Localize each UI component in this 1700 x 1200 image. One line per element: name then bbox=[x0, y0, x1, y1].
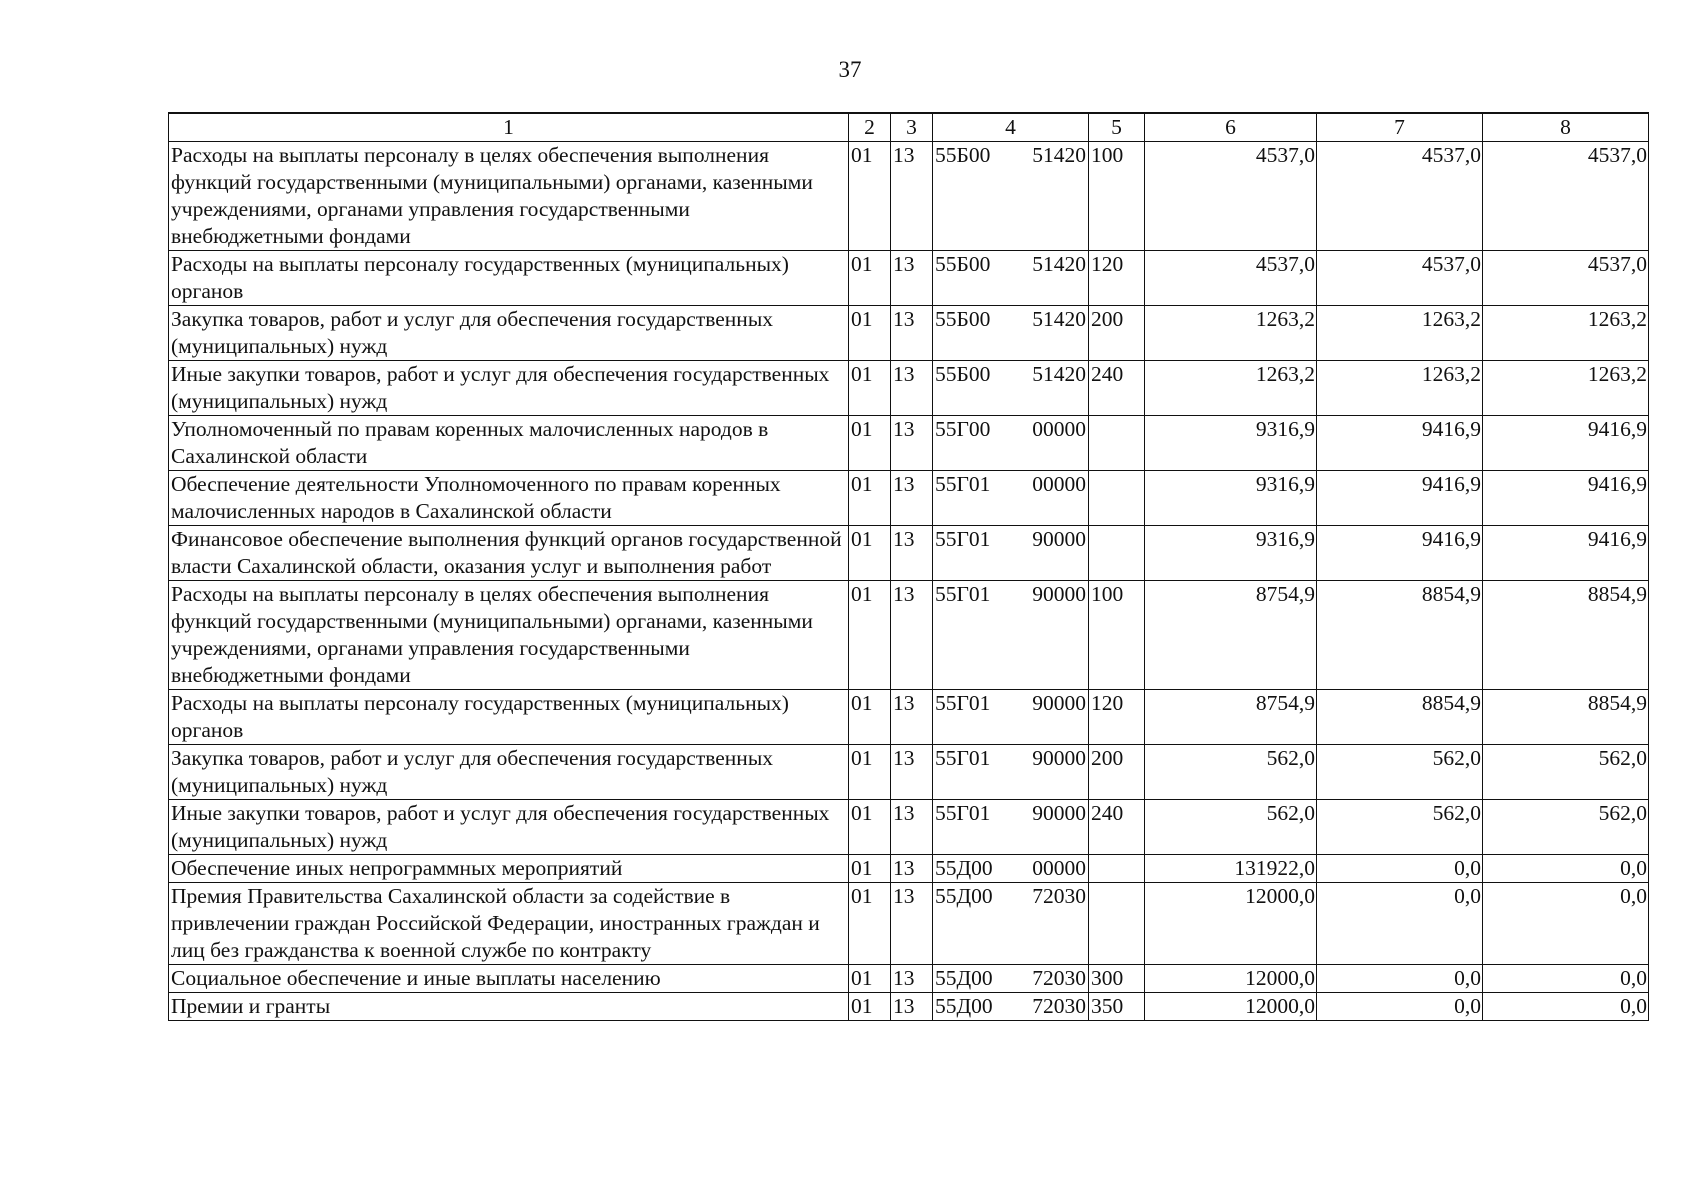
row-target-article-program: 55Г01 bbox=[935, 582, 991, 606]
table-row bbox=[169, 142, 1649, 251]
row-section: 01 bbox=[849, 416, 891, 471]
row-subsection: 13 bbox=[891, 361, 933, 416]
table-row bbox=[169, 855, 1649, 883]
row-target-article-direction: 51420 bbox=[1032, 362, 1086, 386]
row-subsection: 13 bbox=[891, 471, 933, 526]
row-name: Закупка товаров, работ и услуг для обеспечения государственных (муниципальных) нужд bbox=[169, 306, 849, 361]
row-target-article bbox=[933, 800, 1089, 855]
table-row bbox=[169, 993, 1649, 1021]
row-target-article-direction: 00000 bbox=[1032, 417, 1086, 441]
row-target-article-program: 55Б00 bbox=[935, 252, 991, 276]
row-target-article-direction: 51420 bbox=[1032, 307, 1086, 331]
row-amount-col6: 9316,9 bbox=[1145, 526, 1317, 581]
row-amount-col8: 9416,9 bbox=[1483, 471, 1649, 526]
row-section: 01 bbox=[849, 306, 891, 361]
row-target-article bbox=[933, 745, 1089, 800]
row-expense-type: 240 bbox=[1089, 361, 1145, 416]
row-amount-col6: 1263,2 bbox=[1145, 361, 1317, 416]
row-name: Социальное обеспечение и иные выплаты населению bbox=[169, 965, 849, 993]
row-target-article-program: 55Д00 bbox=[935, 994, 993, 1018]
row-amount-col6: 12000,0 bbox=[1145, 883, 1317, 965]
row-target-article bbox=[933, 142, 1089, 251]
row-target-article-program: 55Г01 bbox=[935, 746, 991, 770]
row-amount-col8: 8854,9 bbox=[1483, 581, 1649, 690]
row-target-article bbox=[933, 993, 1089, 1021]
row-target-article-direction: 90000 bbox=[1032, 801, 1086, 825]
row-target-article bbox=[933, 416, 1089, 471]
row-target-article-program: 55Д00 bbox=[935, 884, 993, 908]
row-amount-col6: 4537,0 bbox=[1145, 142, 1317, 251]
row-expense-type bbox=[1089, 883, 1145, 965]
row-target-article-program: 55Г01 bbox=[935, 527, 991, 551]
row-target-article bbox=[933, 883, 1089, 965]
row-target-article-direction: 72030 bbox=[1032, 966, 1086, 990]
row-subsection: 13 bbox=[891, 883, 933, 965]
row-amount-col6: 8754,9 bbox=[1145, 581, 1317, 690]
row-expense-type: 300 bbox=[1089, 965, 1145, 993]
row-expense-type bbox=[1089, 526, 1145, 581]
row-amount-col7: 0,0 bbox=[1317, 883, 1483, 965]
row-amount-col8: 4537,0 bbox=[1483, 251, 1649, 306]
table-row bbox=[169, 251, 1649, 306]
row-target-article-direction: 00000 bbox=[1032, 472, 1086, 496]
row-section: 01 bbox=[849, 581, 891, 690]
table-row bbox=[169, 416, 1649, 471]
row-target-article-program: 55Б00 bbox=[935, 143, 991, 167]
row-amount-col8: 562,0 bbox=[1483, 745, 1649, 800]
row-target-article-direction: 51420 bbox=[1032, 143, 1086, 167]
row-amount-col8: 9416,9 bbox=[1483, 416, 1649, 471]
header-row bbox=[169, 113, 1649, 142]
table-row bbox=[169, 526, 1649, 581]
header-col-1: 1 bbox=[169, 113, 849, 142]
table-row bbox=[169, 306, 1649, 361]
table-row bbox=[169, 471, 1649, 526]
row-target-article bbox=[933, 471, 1089, 526]
row-amount-col7: 562,0 bbox=[1317, 800, 1483, 855]
table-row bbox=[169, 965, 1649, 993]
row-amount-col6: 4537,0 bbox=[1145, 251, 1317, 306]
row-target-article-program: 55Б00 bbox=[935, 362, 991, 386]
table-row bbox=[169, 581, 1649, 690]
row-expense-type bbox=[1089, 416, 1145, 471]
row-section: 01 bbox=[849, 965, 891, 993]
table-body bbox=[169, 142, 1649, 1021]
row-amount-col8: 0,0 bbox=[1483, 965, 1649, 993]
row-name: Иные закупки товаров, работ и услуг для обеспечения государственных (муниципальных) нужд bbox=[169, 361, 849, 416]
row-section: 01 bbox=[849, 993, 891, 1021]
row-expense-type: 100 bbox=[1089, 142, 1145, 251]
row-amount-col7: 0,0 bbox=[1317, 993, 1483, 1021]
row-target-article-direction: 51420 bbox=[1032, 252, 1086, 276]
page-number: 37 bbox=[838, 57, 862, 82]
row-amount-col6: 9316,9 bbox=[1145, 471, 1317, 526]
row-target-article bbox=[933, 965, 1089, 993]
row-section: 01 bbox=[849, 855, 891, 883]
row-amount-col6: 131922,0 bbox=[1145, 855, 1317, 883]
row-target-article-program: 55Г01 bbox=[935, 472, 991, 496]
row-amount-col7: 0,0 bbox=[1317, 855, 1483, 883]
row-name: Обеспечение иных непрограммных мероприятий bbox=[169, 855, 849, 883]
row-section: 01 bbox=[849, 361, 891, 416]
row-name: Премии и гранты bbox=[169, 993, 849, 1021]
row-name: Финансовое обеспечение выполнения функций органов государственной власти Сахалинской области, оказания услуг и выполнения работ bbox=[169, 526, 849, 581]
row-amount-col8: 0,0 bbox=[1483, 883, 1649, 965]
row-amount-col8: 562,0 bbox=[1483, 800, 1649, 855]
row-target-article-direction: 72030 bbox=[1032, 884, 1086, 908]
header-col-6: 6 bbox=[1145, 113, 1317, 142]
row-target-article-program: 55Г01 bbox=[935, 691, 991, 715]
row-amount-col8: 9416,9 bbox=[1483, 526, 1649, 581]
row-expense-type: 200 bbox=[1089, 306, 1145, 361]
row-subsection: 13 bbox=[891, 526, 933, 581]
row-expense-type: 120 bbox=[1089, 251, 1145, 306]
row-target-article-direction: 90000 bbox=[1032, 746, 1086, 770]
row-subsection: 13 bbox=[891, 855, 933, 883]
table-row bbox=[169, 883, 1649, 965]
header-col-8: 8 bbox=[1483, 113, 1649, 142]
row-subsection: 13 bbox=[891, 800, 933, 855]
row-target-article-direction: 90000 bbox=[1032, 527, 1086, 551]
row-section: 01 bbox=[849, 800, 891, 855]
row-name: Расходы на выплаты персоналу государственных (муниципальных) органов bbox=[169, 690, 849, 745]
row-amount-col7: 9416,9 bbox=[1317, 526, 1483, 581]
row-expense-type: 350 bbox=[1089, 993, 1145, 1021]
row-name: Закупка товаров, работ и услуг для обеспечения государственных (муниципальных) нужд bbox=[169, 745, 849, 800]
row-subsection: 13 bbox=[891, 993, 933, 1021]
row-amount-col7: 1263,2 bbox=[1317, 306, 1483, 361]
row-expense-type bbox=[1089, 471, 1145, 526]
row-name: Расходы на выплаты персоналу в целях обеспечения выполнения функций государственными (муниципальными) органами, казенными учреждениями, органами управления государственными внебюджетными фондами bbox=[169, 142, 849, 251]
row-section: 01 bbox=[849, 526, 891, 581]
row-subsection: 13 bbox=[891, 251, 933, 306]
row-amount-col7: 1263,2 bbox=[1317, 361, 1483, 416]
row-section: 01 bbox=[849, 690, 891, 745]
row-expense-type: 240 bbox=[1089, 800, 1145, 855]
row-target-article-direction: 72030 bbox=[1032, 994, 1086, 1018]
row-amount-col7: 8854,9 bbox=[1317, 581, 1483, 690]
row-amount-col7: 9416,9 bbox=[1317, 471, 1483, 526]
row-name: Иные закупки товаров, работ и услуг для обеспечения государственных (муниципальных) нужд bbox=[169, 800, 849, 855]
table-row bbox=[169, 745, 1649, 800]
row-subsection: 13 bbox=[891, 745, 933, 800]
row-amount-col8: 4537,0 bbox=[1483, 142, 1649, 251]
row-target-article-program: 55Г01 bbox=[935, 801, 991, 825]
row-target-article bbox=[933, 526, 1089, 581]
row-name: Обеспечение деятельности Уполномоченного по правам коренных малочисленных народов в Сахалинской области bbox=[169, 471, 849, 526]
header-col-4: 4 bbox=[933, 113, 1089, 142]
row-expense-type: 200 bbox=[1089, 745, 1145, 800]
row-target-article-program: 55Г00 bbox=[935, 417, 991, 441]
row-target-article bbox=[933, 306, 1089, 361]
row-amount-col6: 562,0 bbox=[1145, 800, 1317, 855]
row-amount-col6: 12000,0 bbox=[1145, 993, 1317, 1021]
row-amount-col6: 9316,9 bbox=[1145, 416, 1317, 471]
row-expense-type bbox=[1089, 855, 1145, 883]
table-row bbox=[169, 361, 1649, 416]
header-col-3: 3 bbox=[891, 113, 933, 142]
row-amount-col7: 4537,0 bbox=[1317, 142, 1483, 251]
row-target-article bbox=[933, 251, 1089, 306]
row-amount-col7: 9416,9 bbox=[1317, 416, 1483, 471]
row-target-article bbox=[933, 855, 1089, 883]
row-section: 01 bbox=[849, 251, 891, 306]
row-amount-col6: 12000,0 bbox=[1145, 965, 1317, 993]
row-section: 01 bbox=[849, 883, 891, 965]
row-amount-col7: 8854,9 bbox=[1317, 690, 1483, 745]
row-target-article-direction: 90000 bbox=[1032, 582, 1086, 606]
row-name: Расходы на выплаты персоналу государственных (муниципальных) органов bbox=[169, 251, 849, 306]
row-expense-type: 100 bbox=[1089, 581, 1145, 690]
row-section: 01 bbox=[849, 745, 891, 800]
row-name: Уполномоченный по правам коренных малочисленных народов в Сахалинской области bbox=[169, 416, 849, 471]
row-target-article-direction: 90000 bbox=[1032, 691, 1086, 715]
row-name: Премия Правительства Сахалинской области за содействие в привлечении граждан Российской Федерации, иностранных граждан и лиц без гражданства к военной службе по контракту bbox=[169, 883, 849, 965]
row-section: 01 bbox=[849, 142, 891, 251]
row-amount-col8: 1263,2 bbox=[1483, 306, 1649, 361]
table-row bbox=[169, 690, 1649, 745]
row-amount-col6: 1263,2 bbox=[1145, 306, 1317, 361]
header-col-5: 5 bbox=[1089, 113, 1145, 142]
row-amount-col8: 0,0 bbox=[1483, 993, 1649, 1021]
table-row bbox=[169, 800, 1649, 855]
row-section: 01 bbox=[849, 471, 891, 526]
row-amount-col6: 8754,9 bbox=[1145, 690, 1317, 745]
row-subsection: 13 bbox=[891, 306, 933, 361]
row-target-article-program: 55Д00 bbox=[935, 856, 993, 880]
row-subsection: 13 bbox=[891, 581, 933, 690]
row-amount-col7: 562,0 bbox=[1317, 745, 1483, 800]
row-amount-col7: 4537,0 bbox=[1317, 251, 1483, 306]
row-subsection: 13 bbox=[891, 690, 933, 745]
header-col-2: 2 bbox=[849, 113, 891, 142]
row-target-article-program: 55Б00 bbox=[935, 307, 991, 331]
row-amount-col6: 562,0 bbox=[1145, 745, 1317, 800]
row-amount-col7: 0,0 bbox=[1317, 965, 1483, 993]
row-target-article-direction: 00000 bbox=[1032, 856, 1086, 880]
row-subsection: 13 bbox=[891, 416, 933, 471]
row-subsection: 13 bbox=[891, 142, 933, 251]
row-amount-col8: 1263,2 bbox=[1483, 361, 1649, 416]
header-col-7: 7 bbox=[1317, 113, 1483, 142]
row-target-article bbox=[933, 690, 1089, 745]
budget-table bbox=[168, 112, 1649, 1021]
row-target-article bbox=[933, 361, 1089, 416]
row-amount-col8: 0,0 bbox=[1483, 855, 1649, 883]
row-name: Расходы на выплаты персоналу в целях обеспечения выполнения функций государственными (муниципальными) органами, казенными учреждениями, органами управления государственными внебюджетными фондами bbox=[169, 581, 849, 690]
row-amount-col8: 8854,9 bbox=[1483, 690, 1649, 745]
row-target-article bbox=[933, 581, 1089, 690]
row-expense-type: 120 bbox=[1089, 690, 1145, 745]
row-subsection: 13 bbox=[891, 965, 933, 993]
row-target-article-program: 55Д00 bbox=[935, 966, 993, 990]
